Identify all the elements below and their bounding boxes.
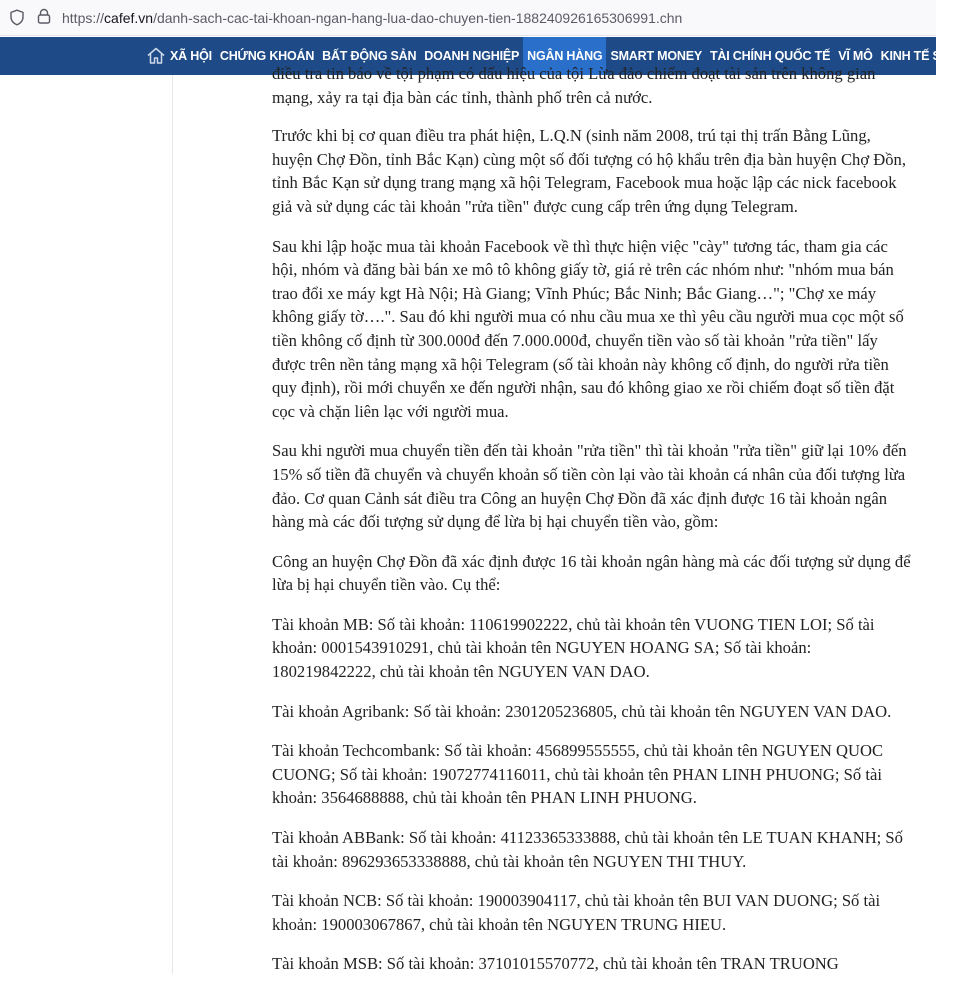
- nav-item-xa-hoi[interactable]: XÃ HỘI: [170, 49, 212, 63]
- url-path: /danh-sach-cac-tai-khoan-ngan-hang-lua-dao-chuyen-tien-188240926165306991.chn: [153, 10, 683, 26]
- article-paragraph: Tài khoản MB: Số tài khoản: 110619902222, chủ tài khoản tên VUONG TIEN LOI; Số tài khoản: 0001543910291, chủ tài khoản tên NGUYEN HOANG SA; Số tài khoản: 180219842222, chủ tài khoản tên NGUYEN VAN DAO.: [272, 614, 875, 682]
- nav-item-doanh-nghiep[interactable]: DOANH NGHIỆP: [424, 49, 520, 63]
- browser-address-bar[interactable]: [0, 0, 936, 36]
- article-paragraph: Tài khoản Agribank: Số tài khoản: 2301205236805, chủ tài khoản tên NGUYEN VAN DAO.: [272, 701, 892, 721]
- article-body: [272, 62, 914, 992]
- article-paragraph: Công an huyện Chợ Đồn đã xác định được 16 tài khoản ngân hàng mà các đối tượng sử dụng để lừa bị hại chuyển tiền vào. Cụ thể:: [272, 551, 911, 595]
- nav-item-kinh-te-so[interactable]: KINH TẾ SỐ: [880, 49, 951, 63]
- url-host: cafef.vn: [104, 10, 154, 26]
- article-paragraph: Sau khi người mua chuyển tiền đến tài khoản "rửa tiền" thì tài khoản "rửa tiền" giữ lại 10% đến 15% số tiền đã chuyển và chuyển khoản số tiền còn lại vào tài khoản cá nhân của đối tượng lừa đảo. Cơ quan Cảnh sát điều tra Công an huyện Chợ Đồn đã xác định được 16 tài khoản ngân hàng mà các đối tượng sử dụng để lừa bị hại chuyển tiền vào, gồm:: [272, 441, 907, 532]
- home-icon[interactable]: [146, 46, 166, 65]
- nav-item-truncated[interactable]: TH: [958, 49, 975, 63]
- article-paragraph: điều tra tin báo về tội phạm có dấu hiệu của tội Lừa đảo chiếm đoạt tài sản trên không gian mạng, xảy ra tại địa bàn các tỉnh, thành phố trên cả nước.: [272, 64, 876, 107]
- article-paragraph: Tài khoản MSB: Số tài khoản: 37101015570772, chủ tài khoản tên TRAN TRUONG: [272, 954, 839, 974]
- nav-item-vi-mo[interactable]: VĨ MÔ: [838, 49, 873, 63]
- article-paragraph: Tài khoản ABBank: Số tài khoản: 41123365333888, chủ tài khoản tên LE TUAN KHANH; Số tài khoản: 896293653338888, chủ tài khoản tên NGUYEN THI THUY.: [272, 828, 903, 871]
- article-paragraph: Sau khi lập hoặc mua tài khoản Facebook về thì thực hiện việc "cày" tương tác, tham gia các hội, nhóm và đăng bài bán xe mô tô không giấy tờ, giá rẻ trên các nhóm như: "nhóm mua bán trao đổi xe máy kgt Hà Nội; Hà Giang; Vĩnh Phúc; Bắc Ninh; Bắc Giang…"; "Chợ xe máy không giấy tờ….". Sau đó khi người mua có nhu cầu mua xe thì yêu cầu người mua cọc một số tiền không cố định từ 300.000đ đến 7.000.000đ, chuyển tiền vào số tài khoản "rửa tiền" lấy được trên nền tảng mạng xã hội Telegram (số tài khoản này không cố định, do người rửa tiền quy định), rồi mới chuyển xe đến người nhận, sau đó không giao xe rồi chiếm đoạt số tiền đặt cọc và chặn liên lạc với người mua.: [272, 236, 904, 421]
- article-paragraph: Tài khoản Techcombank: Số tài khoản: 456899555555, chủ tài khoản tên NGUYEN QUOC CUONG; Số tài khoản: 19072774116011, chủ tài khoản tên PHAN LINH PHUONG; Số tài khoản: 3564688888, chủ tài khoản tên PHAN LINH PHUONG.: [272, 741, 884, 808]
- nav-item-smart-money[interactable]: SMART MONEY: [610, 49, 702, 63]
- url-scheme: https://: [62, 10, 105, 26]
- nav-item-tai-chinh-quoc-te[interactable]: TÀI CHÍNH QUỐC TẾ: [710, 49, 831, 63]
- tracking-protection-shield-icon[interactable]: [9, 9, 25, 26]
- nav-item-chung-khoan[interactable]: CHỨNG KHOÁN: [219, 49, 315, 63]
- article-paragraph: Tài khoản NCB: Số tài khoản: 190003904117, chủ tài khoản tên BUI VAN DUONG; Số tài khoản: 190003067867, chủ tài khoản tên NGUYEN TRUNG HIEU.: [272, 891, 881, 934]
- article-paragraph: Trước khi bị cơ quan điều tra phát hiện, L.Q.N (sinh năm 2008, trú tại thị trấn Bằng Lũng, huyện Chợ Đồn, tỉnh Bắc Kạn) cùng một số đối tượng có hộ khẩu trên địa bàn huyện Chợ Đồn, tỉnh Bắc Kạn sử dụng trang mạng xã hội Telegram, Facebook mua hoặc lập các nick facebook giả và sử dụng các tài khoản "rửa tiền" được cung cấp trên ứng dụng Telegram.: [272, 126, 906, 216]
- lock-icon[interactable]: [37, 8, 51, 24]
- url-field[interactable]: [62, 9, 682, 27]
- nav-item-ngan-hang[interactable]: NGÂN HÀNG: [523, 37, 606, 75]
- nav-item-bat-dong-san[interactable]: BẤT ĐỘNG SẢN: [322, 49, 417, 63]
- left-column-divider: [172, 75, 173, 974]
